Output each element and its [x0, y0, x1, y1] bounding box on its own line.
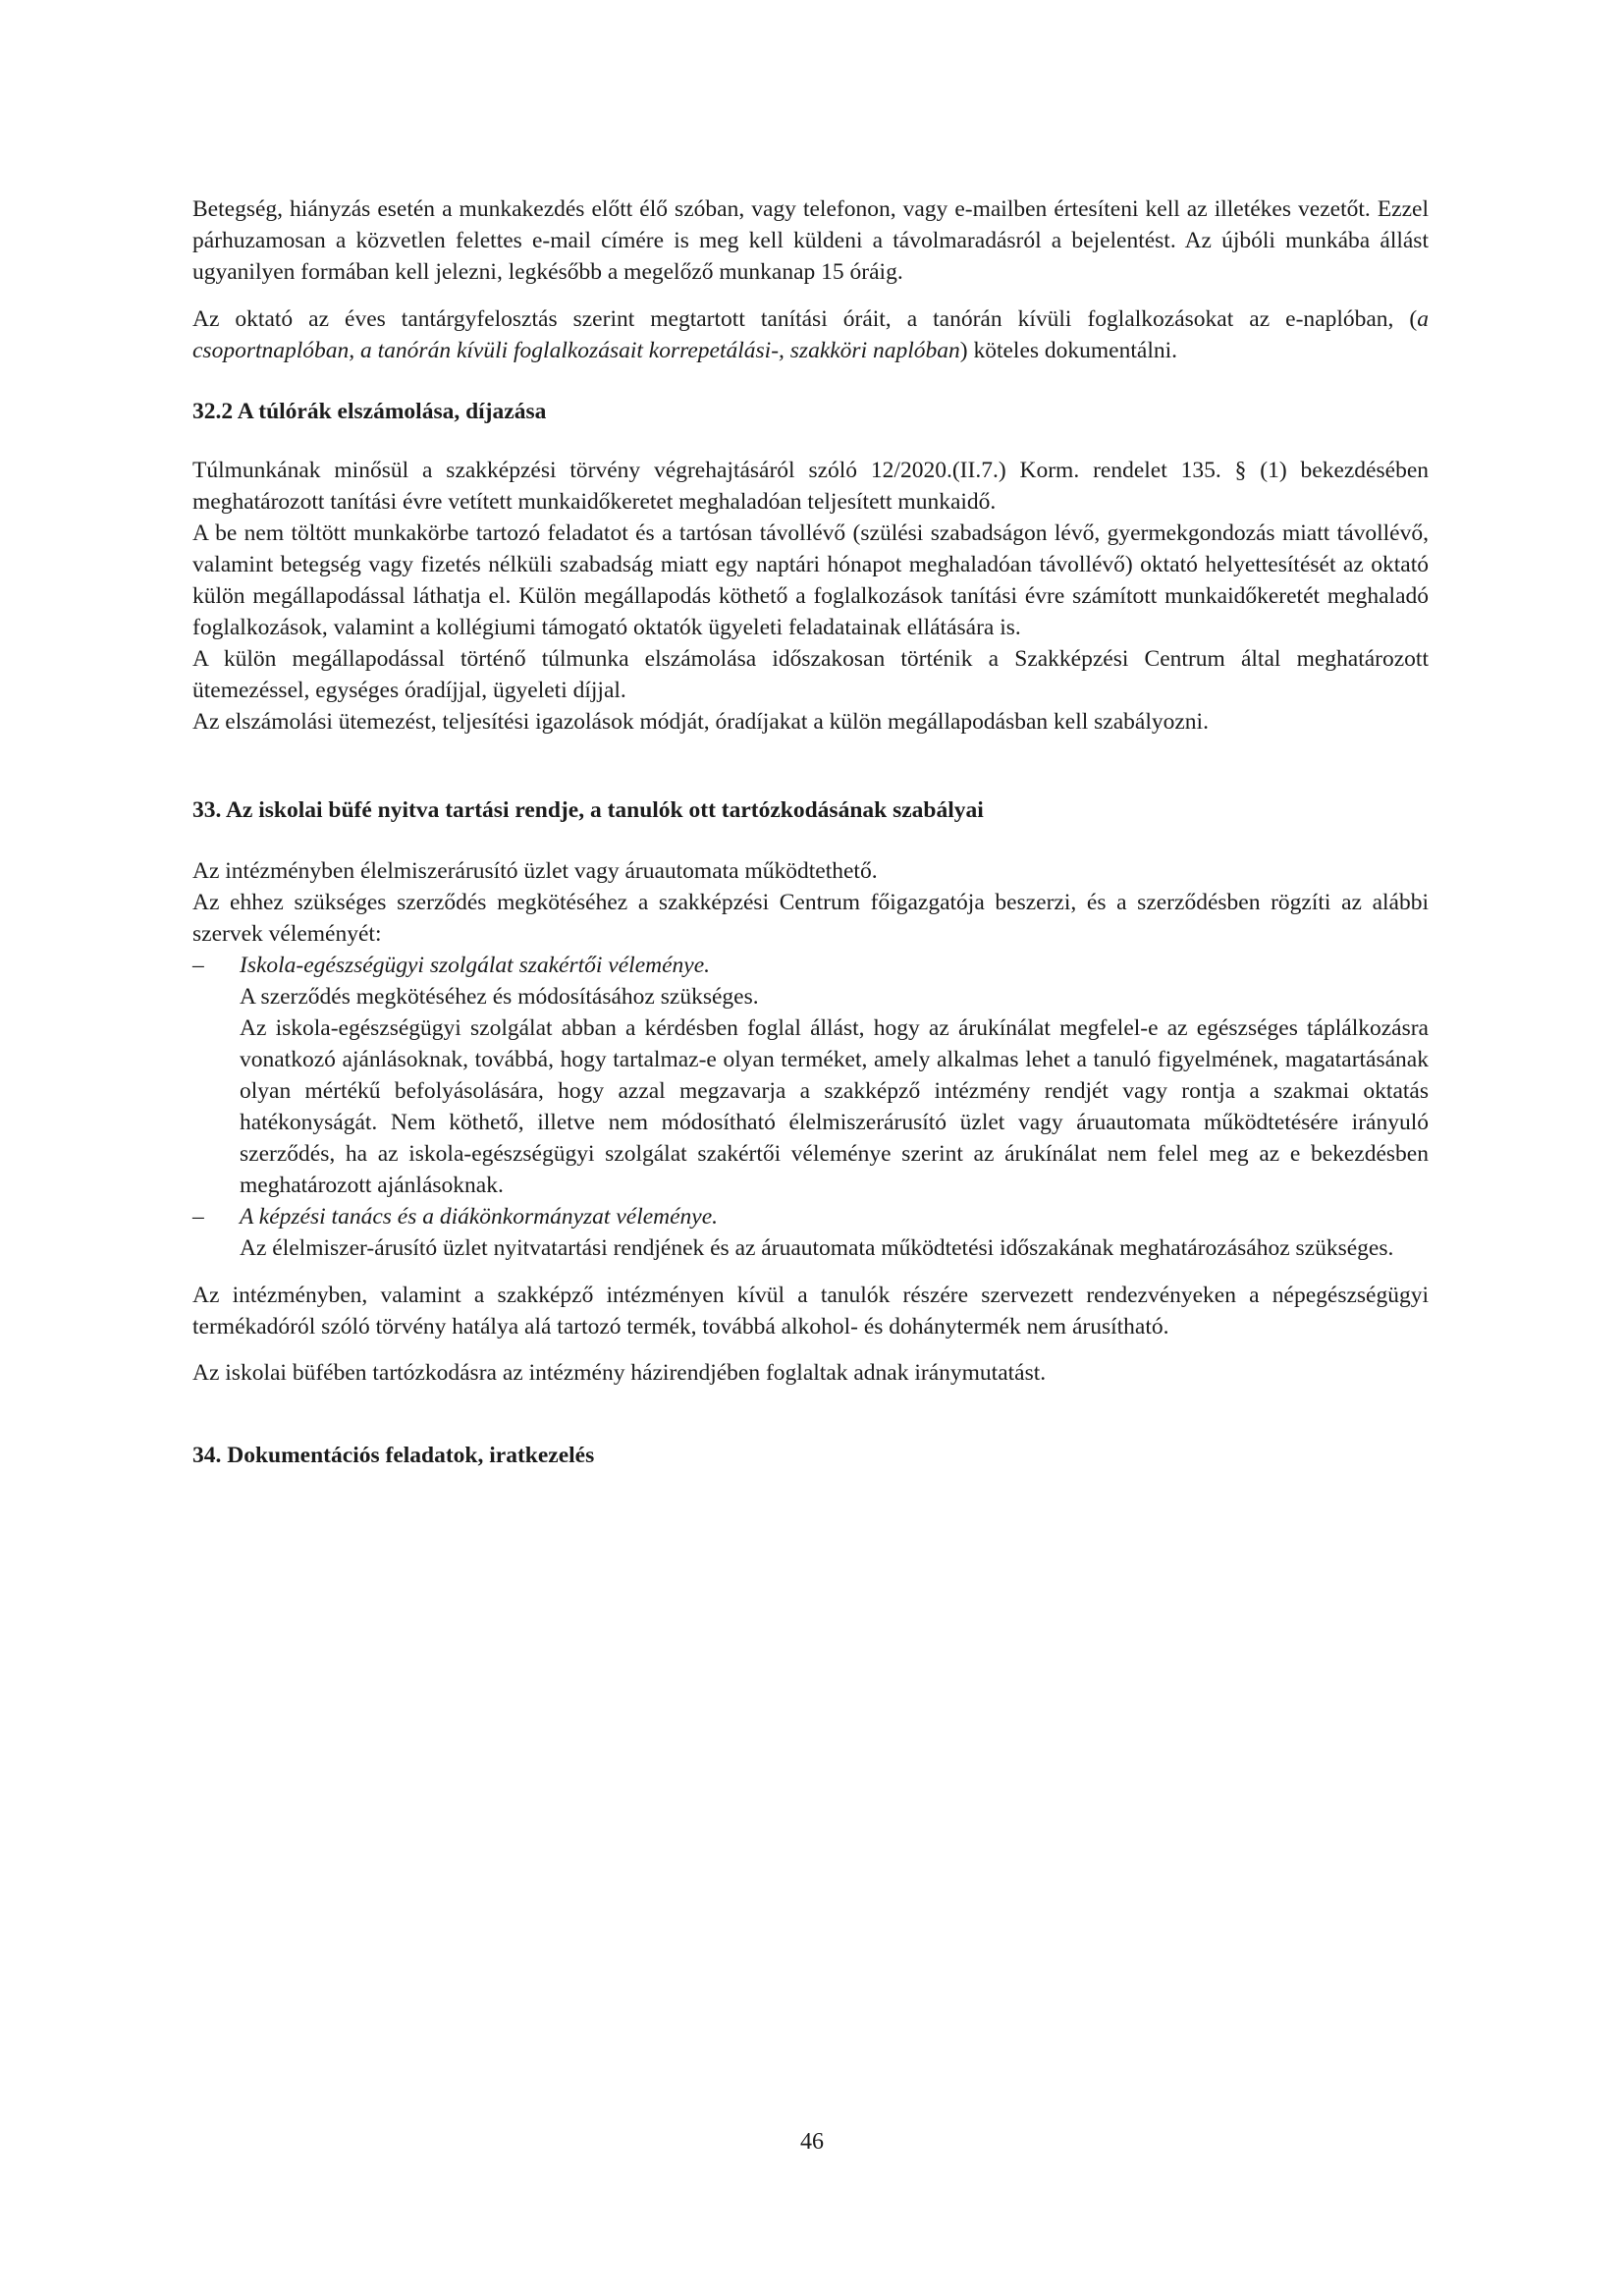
paragraph-overtime-settlement: A külön megállapodással történő túlmunka elszámolása időszakosan történik a Szakképzési Centrum által meghatározott ütemezéssel, egységes óradíjjal, ügyeleti díjjal.	[192, 646, 1429, 703]
list-item-text: A szerződés megkötéséhez és módosításához szükséges.	[240, 984, 759, 1010]
list-item-text: Az iskola-egészségügyi szolgálat abban a kérdésben foglal állást, hogy az árukínálat megfelel-e az egészséges táplálkozásra vonatkozó ajánlásoknak, továbbá, hogy tartalmaz-e olyan terméket, amely alkalmas lehet a tanuló figyelmének, magatartásának olyan mértékű befolyásolására, hogy azzal megzavarja a szakképző intézmény rendjét vagy rontja a szakmai oktatás hatékonyságát. Nem köthető, illetve nem módosítható élelmiszerárusító üzlet vagy áruautomata működtetésére irányuló szerződés, ha az iskola-egészségügyi szolgálat szakértői véleménye szerint az árukínálat nem felel meg az e bekezdésben meghatározott ajánlásoknak.	[240, 1015, 1429, 1198]
opinion-list	[192, 950, 1429, 1264]
list-item-title: Iskola-egészségügyi szolgálat szakértői véleménye.	[240, 953, 711, 978]
list-item-health-service	[192, 950, 1429, 1201]
list-item-title: A képzési tanács és a diákönkormányzat véleménye.	[240, 1204, 719, 1230]
list-item-training-council	[192, 1201, 1429, 1264]
page-number: 46	[800, 2129, 824, 2155]
enaplo-text-after: ) köteles dokumentálni.	[959, 338, 1178, 363]
paragraph-absence-notice: Betegség, hiányzás esetén a munkakezdés előtt élő szóban, vagy telefonon, vagy e-mailben értesíteni kell az illetékes vezetőt. Ezzel párhuzamosan a közvetlen felettes e-mail címére is meg kell küldeni a távolmaradásról a bejelentést. Az újbóli munkába állást ugyanilyen formában kell jelezni, legkésőbb a megelőző munkanap 15 óráig.	[192, 196, 1429, 285]
enaplo-text-before: Az oktató az éves tantárgyfelosztás szerint megtartott tanítási óráit, a tanórán kívüli foglalkozásokat az e-naplóban, (	[192, 306, 1418, 332]
paragraph-enaplo	[192, 303, 1429, 366]
enaplo-text-italic: a csoportnaplóban, a tanórán kívüli foglalkozásait korrepetálási-, szakköri naplóban	[192, 306, 1429, 363]
paragraph-settlement-schedule: Az elszámolási ütemezést, teljesítési igazolások módját, óradíjakat a külön megállapodásban kell szabályozni.	[192, 709, 1209, 735]
paragraph-substitution: A be nem töltött munkakörbe tartozó feladatot és a tartósan távollévő (szülési szabadságon lévő, gyermekgondozás miatt távollévő, valamint betegség vagy fizetés nélküli szabadság miatt egy naptári hónapot meghaladóan távollévő) oktató helyettesítését az oktató külön megállapodással láthatja el. Külön megállapodás köthető a foglalkozások tanítási évre számított munkaidőkeretét meghaladó foglalkozások, valamint a kollégiumi támogató oktatók ügyeleti feladatainak ellátására is.	[192, 520, 1429, 640]
paragraph-buffet-intro-2: Az ehhez szükséges szerződés megkötéséhez a szakképzési Centrum főigazgatója beszerzi, és a szerződésben rögzíti az alábbi szervek véleményét:	[192, 890, 1429, 947]
document-page	[192, 193, 1429, 1471]
section-heading-34: 34. Dokumentációs feladatok, iratkezelés	[192, 1443, 595, 1468]
section-heading-32-2: 32.2 A túlórák elszámolása, díjazása	[192, 399, 547, 424]
dash-bullet-icon: –	[192, 1204, 204, 1230]
paragraph-buffet-intro-1: Az intézményben élelmiszerárusító üzlet vagy áruautomata működtethető.	[192, 858, 878, 884]
dash-bullet-icon: –	[192, 953, 204, 978]
paragraph-product-restriction: Az intézményben, valamint a szakképző intézményen kívül a tanulók részére szervezett rendezvényeken a népegészségügyi termékadóról szóló törvény hatálya alá tartozó termék, továbbá alkohol- és dohánytermék nem árusítható.	[192, 1283, 1429, 1339]
section-heading-33: 33. Az iskolai büfé nyitva tartási rendje, a tanulók ott tartózkodásának szabályai	[192, 797, 984, 823]
paragraph-overtime-definition: Túlmunkának minősül a szakképzési törvény végrehajtásáról szóló 12/2020.(II.7.) Korm. rendelet 135. § (1) bekezdésében meghatározott tanítási évre vetített munkaidőkeretet meghaladóan teljesített munkaidő.	[192, 458, 1429, 515]
list-item-text: Az élelmiszer-árusító üzlet nyitvatartási rendjének és az áruautomata működtetési időszakának meghatározásához szükséges.	[240, 1235, 1394, 1261]
paragraph-house-rules: Az iskolai büfében tartózkodásra az intézmény házirendjében foglaltak adnak iránymutatást.	[192, 1360, 1047, 1386]
